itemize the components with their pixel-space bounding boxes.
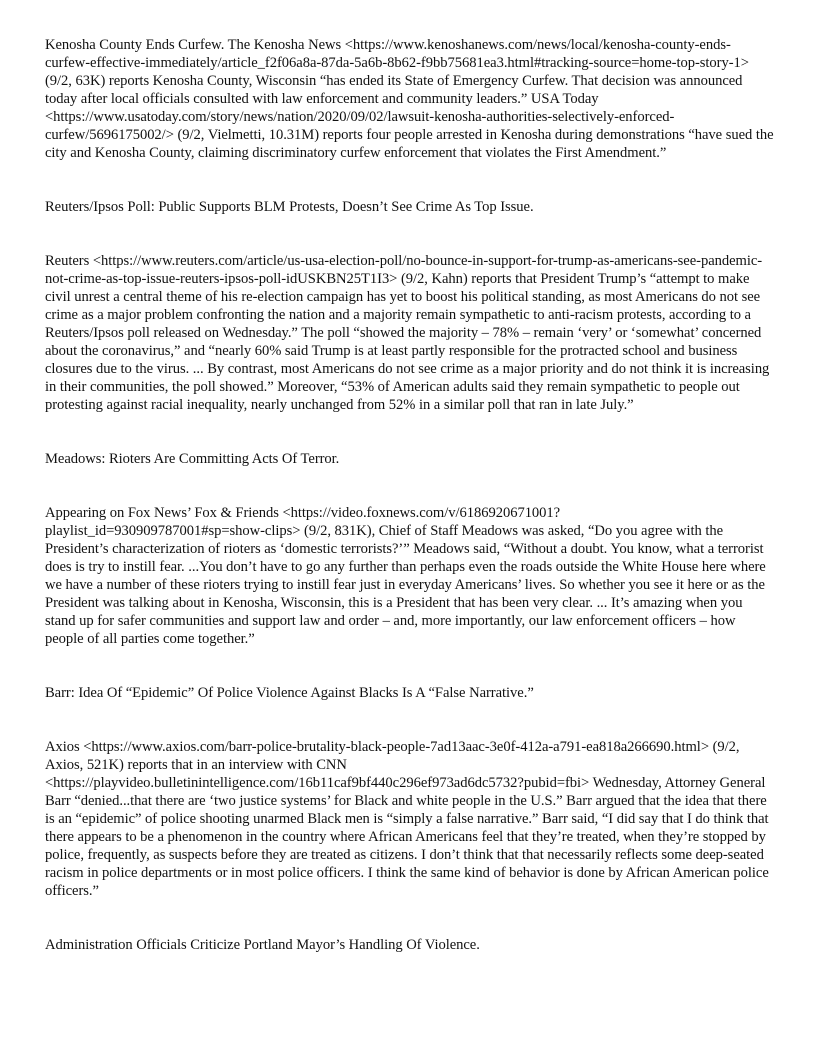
- headline-meadows-rioters: Meadows: Rioters Are Committing Acts Of Terror.: [45, 451, 340, 467]
- article-meadows-rioters-body: Appearing on Fox News’ Fox & Friends <https://video.foxnews.com/v/6186920671001?playlist_id=930909787001#sp=show-clips> (9/2, 831K), Chief of Staff Meadows was asked, “Do you agree with the President’s characterization of rioters as ‘domestic terrorists?’” Meadows said, “Without a doubt. You know, what a terrorist does is try to instill fear. ...You don’t have to go any further than perhaps even the roads outside the White House here where we have a number of these rioters trying to instill fear just in everyday Americans’ lives. So whether you see it here or as the President was talking about in Kenosha, Wisconsin, this is a President that has been very clear. ... It’s amazing when you stand up for safer communities and support law and order – and, more importantly, our law enforcement officers – how people of all parties come together.”: [45, 505, 766, 647]
- article-barr-false-narrative-body: Axios <https://www.axios.com/barr-police-brutality-black-people-7ad13aac-3e0f-412a-a791-ea818a266690.html> (9/2, Axios, 521K) reports that in an interview with CNN <https://playvideo.bulletinintelligence.com/16b11caf9bf440c296ef973ad6dc5732?pubid=fbi> Wednesday, Attorney General Barr “denied...that there are ‘two justice systems’ for Black and white people in the U.S.” Barr argued that the idea that there is an “epidemic” of police shooting unarmed Black men is “simply a false narrative.” Barr said, “I did say that I do think that there appears to be a phenomenon in the country where African Americans feel that they’re treated, when they’re stopped by police, frequently, as suspects before they are treated as citizens. I don’t think that that necessarily reflects some deep-seated racism in police departments or in most police officers. I think the same kind of behavior is done by African American police officers.”: [45, 739, 769, 899]
- headline-reuters-ipsos-poll: Reuters/Ipsos Poll: Public Supports BLM Protests, Doesn’t See Crime As Top Issue.: [45, 199, 534, 215]
- article-reuters-ipsos-poll-body: Reuters <https://www.reuters.com/article/us-usa-election-poll/no-bounce-in-support-for-trump-as-americans-see-pandemic-not-crime-as-top-issue-reuters-ipsos-poll-idUSKBN25T1I3> (9/2, Kahn) reports that President Trump’s “attempt to make civil unrest a central theme of his re-election campaign has yet to boost his political standing, as most Americans do not see crime as a major problem confronting the nation and a majority remain sympathetic to anti-racism protests, according to a Reuters/Ipsos poll released on Wednesday.” The poll “showed the majority – 78% – remain ‘very’ or ‘somewhat’ concerned about the coronavirus,” and “nearly 60% said Trump is at least partly responsible for the protracted school and business closures due to the virus. ... By contrast, most Americans do not see crime as a major priority and do not think it is increasing in their communities, the poll showed.” Moreover, “53% of American adults said they remain sympathetic to people out protesting against racial inequality, nearly unchanged from 52% in a similar poll that ran in late July.”: [45, 253, 770, 413]
- headline-barr-false-narrative: Barr: Idea Of “Epidemic” Of Police Violence Against Blacks Is A “False Narrative.”: [45, 685, 534, 701]
- document-page: [45, 36, 775, 954]
- headline-portland-mayor: Administration Officials Criticize Portland Mayor’s Handling Of Violence.: [45, 937, 480, 953]
- article-kenosha-curfew-body: Kenosha County Ends Curfew. The Kenosha News <https://www.kenoshanews.com/news/local/kenosha-county-ends-curfew-effective-immediately/article_f2f06a8a-87da-5a6b-8b62-f9bb75681ea3.html#tracking-source=home-top-story-1> (9/2, 63K) reports Kenosha County, Wisconsin “has ended its State of Emergency Curfew. That decision was announced today after local officials consulted with law enforcement and community leaders.” USA Today <https://www.usatoday.com/story/news/nation/2020/09/02/lawsuit-kenosha-authorities-selectively-enforced-curfew/5696175002/> (9/2, Vielmetti, 10.31M) reports four people arrested in Kenosha during demonstrations “have sued the city and Kenosha County, claiming discriminatory curfew enforcement that violates the First Amendment.”: [45, 37, 774, 161]
